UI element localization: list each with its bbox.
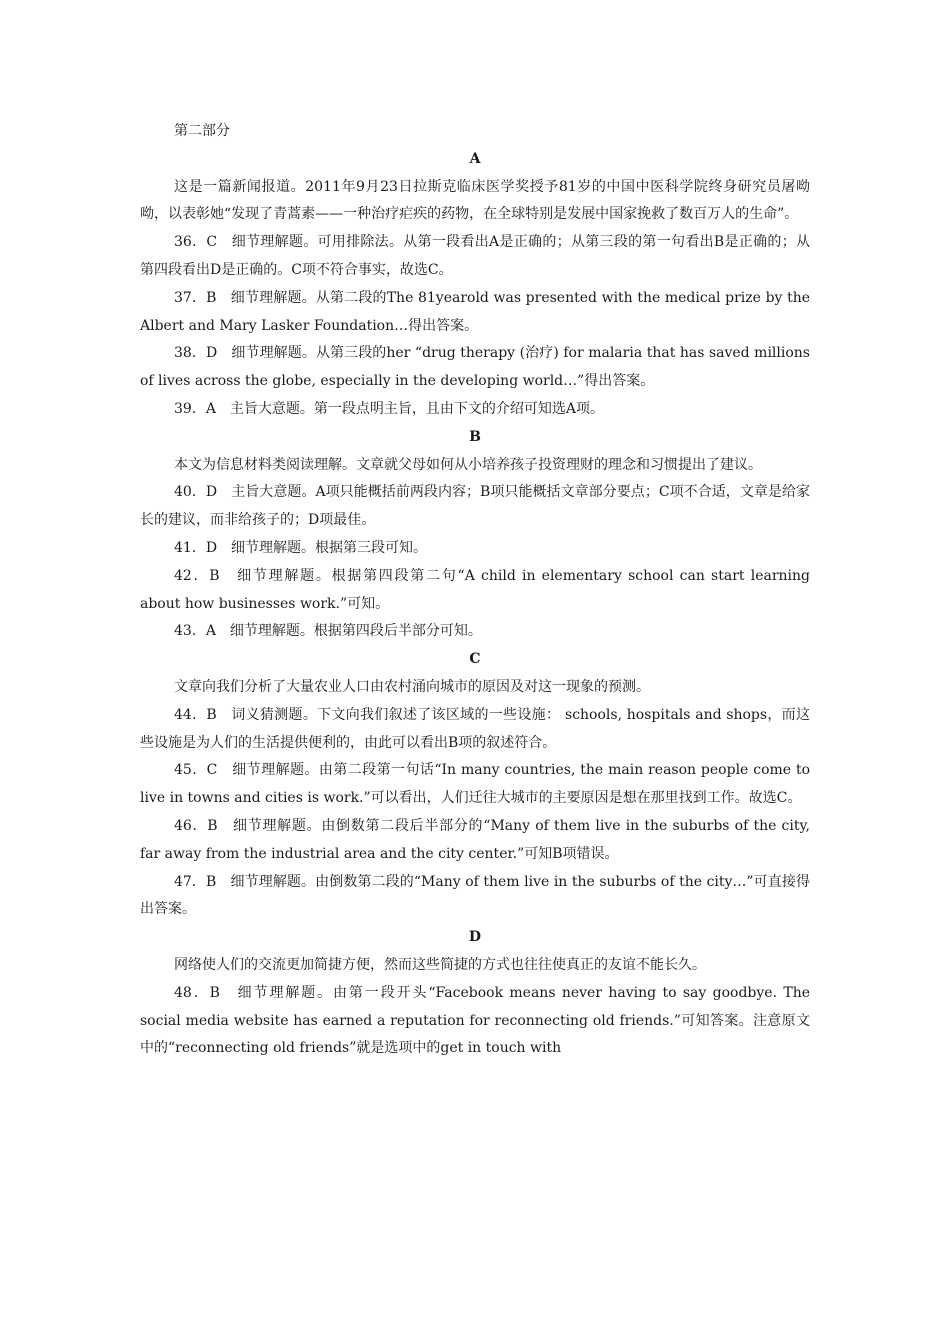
- answer-39: 39．A 主旨大意题。第一段点明主旨，且由下文的介绍可知选A项。: [174, 400, 605, 417]
- answer-38: 38．D 细节理解题。从第三段的her “drug therapy (治疗) for malaria that has saved millions of lives across the globe, especially in the developing world…”得出答案。: [140, 345, 815, 390]
- answer-42: 42．B 细节理解题。根据第四段第二句“A child in elementary school can start learning about how businesses work.”可知。: [140, 567, 815, 612]
- answer-48: 48．B 细节理解题。由第一段开头“Facebook means never having to say goodbye. The social media website has earned a reputation for reconnecting old friends.”可知答案。注意原文中的“reconnecting old friends”就是选项中的get in touch with: [140, 984, 815, 1057]
- answer-40: 40．D 主旨大意题。A项只能概括前两段内容；B项只能概括文章部分要点；C项不合适，文章是给家长的建议，而非给孩子的；D项最佳。: [140, 484, 810, 529]
- section-b-summary: 本文为信息材料类阅读理解。文章就父母如何从小培养孩子投资理财的理念和习惯提出了建议。: [174, 456, 762, 473]
- answer-44: 44．B 词义猜测题。下文向我们叙述了该区域的一些设施： schools, hospitals and shops，而这些设施是为人们的生活提供便利的，由此可以看出B项的叙述符合。: [140, 706, 810, 751]
- section-heading-c: C: [469, 651, 481, 668]
- section-heading-b: B: [469, 428, 481, 445]
- answer-45: 45．C 细节理解题。由第二段第一句话“In many countries, the main reason people come to live in towns and cities is work.”可以看出，人们迁往大城市的主要原因是想在那里找到工作。故选C。: [140, 762, 815, 807]
- section-d-summary: 网络使人们的交流更加简捷方便，然而这些简捷的方式也往往使真正的友谊不能长久。: [174, 956, 706, 973]
- section-heading-d: D: [468, 929, 482, 946]
- answer-43: 43．A 细节理解题。根据第四段后半部分可知。: [174, 623, 482, 640]
- answer-47: 47．B 细节理解题。由倒数第二段的“Many of them live in the suburbs of the city…”可直接得出答案。: [140, 873, 810, 918]
- answer-document: [140, 118, 815, 1063]
- section-heading-a: A: [469, 150, 481, 167]
- answer-41: 41．D 细节理解题。根据第三段可知。: [174, 539, 428, 556]
- part-title: 第二部分: [174, 123, 230, 139]
- section-a-summary: 这是一篇新闻报道。2011年9月23日拉斯克临床医学奖授予81岁的中国中医科学院终身研究员屠呦呦，以表彰她“发现了青蒿素——一种治疗疟疾的药物，在全球特别是发展中国家挽救了数百万人的生命”。: [140, 178, 810, 223]
- answer-46: 46．B 细节理解题。由倒数第二段后半部分的“Many of them live in the suburbs of the city, far away from the industrial area and the city center.”可知B项错误。: [140, 817, 815, 862]
- answer-36: 36．C 细节理解题。可用排除法。从第一段看出A是正确的；从第三段的第一句看出B是正确的；从第四段看出D是正确的。C项不符合事实，故选C。: [140, 234, 810, 278]
- answer-37: 37．B 细节理解题。从第二段的The 81yearold was presented with the medical prize by the Albert and Mary Lasker Foundation…得出答案。: [140, 289, 815, 334]
- section-c-summary: 文章向我们分析了大量农业人口由农村涌向城市的原因及对这一现象的预测。: [174, 678, 650, 695]
